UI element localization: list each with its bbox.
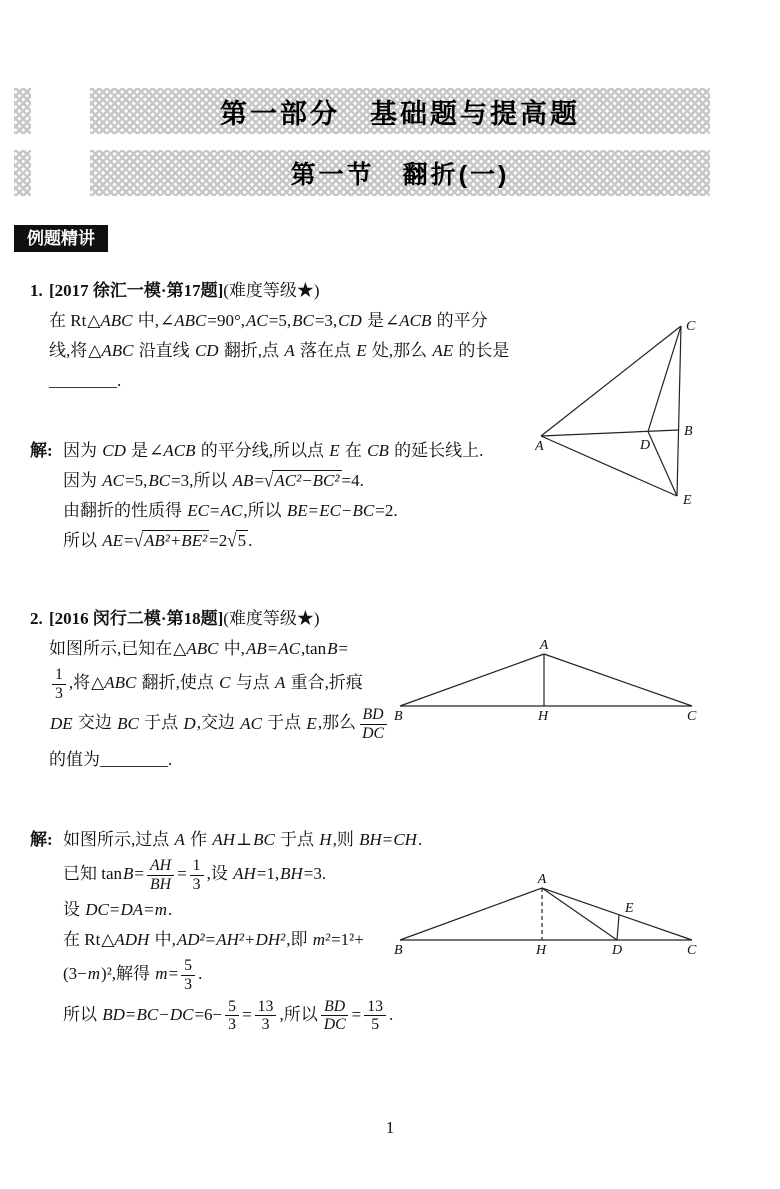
section-banner (90, 150, 710, 196)
figure-problem-1-folded-triangle (535, 318, 750, 513)
text-line (63, 996, 750, 1036)
text-run: = (267, 639, 278, 658)
math-run: EC (187, 501, 209, 520)
vertex-label-B: B (394, 709, 403, 723)
math-run: m (154, 900, 168, 920)
text-run: 中, (133, 311, 159, 330)
text-run: . (389, 1004, 394, 1024)
text-run: 中, (150, 930, 176, 950)
fraction: $\frac{BD}{DC}$ (321, 998, 349, 1034)
line-DE (648, 432, 677, 497)
text-run: = (382, 829, 393, 849)
banner-edge-decoration-1 (14, 88, 31, 134)
math-run: H (319, 829, 332, 849)
math-run: CH (393, 829, 417, 849)
text-run: 作 (185, 829, 212, 849)
text-run: ,则 (332, 829, 359, 849)
text-run: = (338, 639, 349, 658)
text-line (63, 955, 750, 995)
text-run: ,设 (206, 863, 233, 883)
math-run: AD² (176, 930, 205, 950)
problem-2-solution-label: 解: (30, 829, 53, 849)
math-run: ∠ABC (160, 311, 207, 330)
text-run: 在 Rt (63, 930, 101, 950)
text-run: 翻折,使点 (137, 673, 219, 693)
fraction: $\frac{1}{3}$ (190, 857, 204, 893)
text-run: = (168, 964, 179, 984)
topic-badge (14, 225, 108, 252)
math-run: EC (319, 501, 341, 520)
math-run: CD (102, 441, 126, 460)
text-run: 的平分线,所以点 (196, 441, 329, 460)
math-run: BC (117, 713, 139, 733)
text-run: = (177, 863, 187, 883)
line-CD (648, 326, 681, 432)
fraction: $\frac{13}{3}$ (255, 998, 277, 1034)
math-run: AC (220, 501, 243, 520)
math-run: AC (246, 311, 268, 330)
text-run: 所以 (63, 1004, 102, 1024)
text-run: 已知 tan (63, 863, 123, 883)
math-run: △ADH (101, 930, 150, 950)
math-run: AE (102, 531, 124, 550)
text-run: + (244, 930, 255, 950)
text-run: 中, (219, 639, 245, 658)
vertex-label-D: D (640, 438, 651, 453)
math-run: DC (169, 1004, 194, 1024)
text-run: = (254, 471, 265, 490)
text-run: 交边 (73, 713, 117, 733)
text-run: . (198, 964, 203, 984)
vertex-label-A: A (539, 638, 549, 653)
text-run: ,所以 (279, 1004, 318, 1024)
math-run: DH² (255, 930, 286, 950)
text-run: = (144, 900, 154, 920)
line-AD (542, 888, 617, 940)
text-run: 与点 (231, 673, 274, 693)
text-run: 因为 (63, 471, 102, 490)
text-run: ⊥ (236, 829, 253, 849)
problem-2 (30, 604, 750, 1036)
vertex-label-C: C (687, 709, 697, 723)
text-run: =1²+ (331, 930, 364, 950)
text-line (49, 745, 750, 775)
text-run: 重合,折痕 (286, 673, 363, 693)
math-run: △ABC (87, 311, 133, 330)
math-run: △ABC (91, 673, 137, 693)
text-run: 的长是 (454, 341, 510, 360)
text-run: ,所以 (243, 501, 286, 520)
math-run: BH (280, 863, 303, 883)
text-run: 落在点 (295, 341, 356, 360)
text-run: = (242, 1004, 252, 1024)
topic-badge-label: 例题精讲 (27, 229, 95, 248)
text-run: 如图所示,已知在 (49, 639, 173, 658)
math-run: DA (120, 900, 144, 920)
problem-1-heading (30, 276, 750, 306)
text-run: =3,所以 (171, 471, 232, 490)
fraction: $\frac{1}{3}$ (52, 666, 66, 702)
line-AC (542, 888, 692, 940)
fraction: $\frac{5}{3}$ (225, 998, 239, 1034)
text-run: =90°, (207, 311, 245, 330)
part-title: 第一部分 基础题与提高题 (220, 98, 580, 129)
math-run: AE (432, 341, 454, 360)
math-run: ∠ACB (385, 311, 432, 330)
math-run: AH (233, 863, 256, 883)
problem-1 (30, 276, 750, 556)
banner-edge-decoration-2 (14, 150, 31, 196)
text-run: 由翻折的性质得 (63, 501, 187, 520)
text-run: − (159, 1004, 169, 1024)
vertex-label-H: H (538, 709, 549, 723)
fraction: $\frac{AH}{BH}$ (147, 857, 174, 893)
problem-1-difficulty: (难度等级★) (223, 281, 320, 300)
vertex-label-A: A (535, 439, 544, 454)
line-CE (677, 326, 681, 496)
text-run: =6− (194, 1004, 223, 1024)
text-run: 因为 (63, 441, 102, 460)
text-run: 于点 (139, 713, 183, 733)
text-run: ,tan (301, 639, 327, 658)
math-run: B (327, 639, 338, 658)
section-title: 第一节 翻折(一) (290, 161, 510, 189)
math-run: BH (359, 829, 382, 849)
vertex-label-B: B (684, 424, 693, 439)
text-run: . (248, 531, 253, 550)
math-run: D (183, 713, 196, 733)
text-run: 在 (340, 441, 367, 460)
text-run: ,那么 (317, 713, 357, 733)
text-run: 翻折,点 (219, 341, 284, 360)
vertex-label-E: E (683, 493, 692, 508)
problem-2-heading (30, 604, 750, 634)
text-run: 于点 (275, 829, 319, 849)
square-root: √AB²+BE² (133, 529, 208, 552)
math-run: BC (352, 501, 375, 520)
text-run: 沿直线 (134, 341, 194, 360)
text-run: 所以 (63, 531, 102, 550)
math-run: AC (240, 713, 262, 733)
text-run: 处,那么 (367, 341, 432, 360)
math-run: AH² (216, 930, 244, 950)
part-banner (90, 88, 710, 134)
math-run: B (123, 863, 134, 883)
math-run: △ABC (173, 639, 219, 658)
text-run: . (168, 900, 173, 920)
text-run: 是 (126, 441, 149, 460)
text-line (63, 825, 750, 855)
math-run: E (356, 341, 367, 360)
math-run: BC (148, 471, 171, 490)
line-AE (541, 436, 677, 496)
vertex-label-C: C (687, 943, 697, 957)
math-run: CB (367, 441, 389, 460)
math-run: CD (338, 311, 362, 330)
text-run: 的延长线上. (389, 441, 484, 460)
text-run: (3− (63, 964, 87, 984)
line-AB (541, 430, 679, 436)
problem-1-number: 1. (30, 281, 43, 300)
vertex-label-D: D (612, 943, 623, 957)
math-run: m (87, 964, 101, 984)
text-run: ,交边 (196, 713, 240, 733)
math-run: A (174, 829, 185, 849)
problem-2-difficulty: (难度等级★) (223, 609, 320, 628)
line-AC (544, 654, 692, 706)
problem-2-number: 2. (30, 609, 43, 628)
problem-1-solution-label: 解: (30, 441, 53, 460)
text-run: ,即 (286, 930, 312, 950)
text-run: =5, (268, 311, 292, 330)
text-run: = (351, 1004, 362, 1024)
vertex-label-C: C (686, 319, 696, 334)
math-run: C (219, 673, 231, 693)
math-run: BE (286, 501, 308, 520)
text-run: 的平分 (432, 311, 488, 330)
text-run: =4. (341, 471, 364, 490)
text-run: 于点 (262, 713, 306, 733)
text-run: 是 (362, 311, 385, 330)
text-run: . (417, 829, 423, 849)
text-run: = (205, 930, 216, 950)
text-run: = (209, 501, 220, 520)
math-run: E (306, 713, 317, 733)
line-BA (400, 888, 542, 940)
math-run: CD (194, 341, 219, 360)
math-run: AB (232, 471, 254, 490)
math-run: m (155, 964, 168, 984)
line-AC (541, 326, 681, 436)
text-run: 如图所示,过点 (63, 829, 174, 849)
problem-1-source: [2017 徐汇一模·第17题] (49, 281, 224, 300)
math-run: △ABC (88, 341, 134, 360)
problem-2-source: [2016 闵行二模·第18题] (49, 609, 224, 628)
text-run: = (124, 531, 134, 550)
text-run: 线,将 (49, 341, 88, 360)
text-run: ________. (49, 371, 122, 390)
fraction: $\frac{13}{5}$ (364, 998, 386, 1034)
text-run: =2. (375, 501, 398, 520)
text-run: ,将 (68, 673, 91, 693)
math-run: BC (136, 1004, 159, 1024)
line-BA (400, 654, 544, 706)
text-run: =3, (314, 311, 338, 330)
math-run: DC (85, 900, 109, 920)
math-run: BD (102, 1004, 125, 1024)
text-run: )²,解得 (101, 964, 155, 984)
math-run: AC (278, 639, 301, 658)
math-run: ∠ACB (149, 441, 196, 460)
line-DE (617, 915, 619, 940)
text-run: = (109, 900, 120, 920)
math-run: A (274, 673, 286, 693)
figure-problem-2-isosceles-triangle (392, 638, 702, 723)
math-run: BC (292, 311, 314, 330)
text-run: = (125, 1004, 136, 1024)
math-run: BC (253, 829, 275, 849)
vertex-label-H: H (536, 943, 547, 957)
fraction: $\frac{BD}{DC}$ (359, 706, 387, 742)
math-run: m² (312, 930, 331, 950)
text-run: 设 (63, 900, 85, 920)
square-root: √5 (227, 529, 247, 552)
square-root: √AC²−BC² (264, 469, 340, 492)
fraction: $\frac{5}{3}$ (181, 957, 195, 993)
text-run: 的值为________. (49, 749, 173, 769)
text-run: 在 Rt (49, 311, 87, 330)
vertex-label-B: B (394, 943, 403, 957)
vertex-label-E: E (625, 901, 634, 916)
text-run: = (134, 863, 145, 883)
text-line (63, 526, 750, 556)
text-run: = (308, 501, 319, 520)
text-run: − (341, 501, 352, 520)
math-run: E (329, 441, 340, 460)
text-run: =1, (256, 863, 280, 883)
math-run: AH (212, 829, 236, 849)
math-run: DE (50, 713, 73, 733)
text-run: =3. (303, 863, 327, 883)
vertex-label-A: A (537, 872, 547, 887)
page-number: 1 (385, 1118, 395, 1137)
text-run: =2 (209, 531, 228, 550)
math-run: AB (245, 639, 267, 658)
text-run: =5, (124, 471, 148, 490)
math-run: A (284, 341, 295, 360)
math-run: AC (102, 471, 124, 490)
figure-solution-2-triangle-with-crease (392, 872, 702, 957)
